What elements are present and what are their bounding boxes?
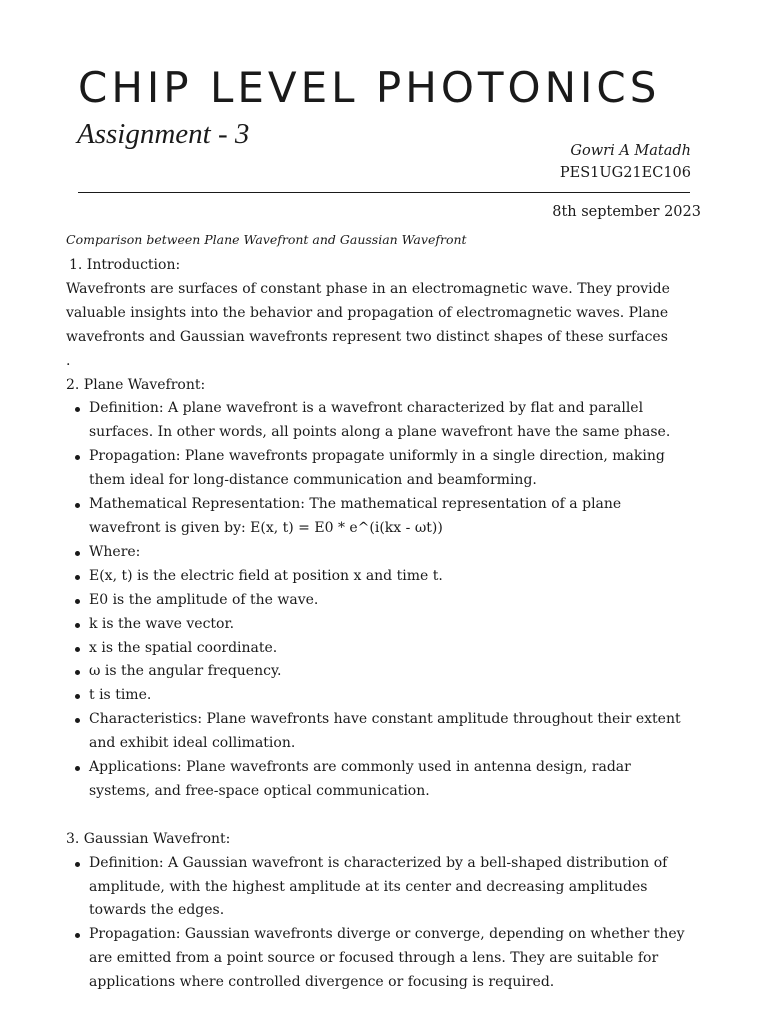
list-item	[66, 708, 686, 756]
plane-wavefront-list	[66, 397, 686, 803]
list-item-line: k is the wave vector.	[89, 615, 235, 632]
list-item	[66, 541, 686, 565]
section-heading-introduction: 1. Introduction:	[69, 257, 181, 273]
list-item-line: Propagation: Plane wavefronts propagate uniformly in a single direction, making	[89, 448, 665, 465]
paragraph-line: valuable insights into the behavior and propagation of electromagnetic waves. Plane	[66, 304, 669, 321]
list-item-line: amplitude, with the highest amplitude at its center and decreasing amplitudes	[89, 878, 648, 895]
list-item-line: towards the edges.	[89, 902, 225, 919]
list-item	[66, 852, 686, 924]
list-item-line: Definition: A Gaussian wavefront is characterized by a bell-shaped distribution of	[89, 854, 668, 871]
introduction-paragraph	[66, 278, 686, 374]
gaussian-wavefront-list	[66, 852, 686, 995]
list-item-line: Definition: A plane wavefront is a wavefront characterized by flat and parallel	[89, 400, 644, 417]
section-spacer	[66, 804, 686, 828]
list-item-line: them ideal for long-distance communication and beamforming.	[89, 472, 537, 489]
list-item-line: ω is the angular frequency.	[89, 663, 282, 680]
author-block	[560, 140, 691, 184]
section-heading-gaussian-wavefront: 3. Gaussian Wavefront:	[66, 830, 231, 847]
list-item	[66, 637, 686, 661]
author-id: PES1UG21EC106	[559, 165, 691, 181]
list-item-line: wavefront is given by: E(x, t) = E0 * e^(i(kx - ωt))	[89, 519, 443, 536]
section-heading-plane-wavefront: 2. Plane Wavefront:	[66, 376, 206, 393]
list-item	[66, 660, 686, 684]
list-item-line: applications where controlled divergence or focusing is required.	[89, 974, 555, 991]
list-item-line: are emitted from a point source or focused through a lens. They are suitable for	[89, 950, 659, 967]
list-item	[66, 397, 686, 445]
list-item	[66, 923, 686, 995]
author-name: Gowri A Matadh	[570, 143, 691, 159]
list-item-line: Characteristics: Plane wavefronts have constant amplitude throughout their extent	[89, 711, 681, 728]
document-date: 8th september 2023	[552, 204, 701, 220]
list-item-line: systems, and free-space optical communication.	[89, 782, 430, 799]
paragraph-line: .	[66, 352, 71, 369]
list-item-line: E0 is the amplitude of the wave.	[89, 591, 319, 608]
list-item	[66, 756, 686, 804]
document-body	[66, 254, 686, 995]
list-item	[66, 589, 686, 613]
list-item-line: Mathematical Representation: The mathematical representation of a plane	[89, 496, 622, 513]
header-divider	[78, 192, 690, 193]
list-item-line: x is the spatial coordinate.	[89, 639, 278, 656]
list-item	[66, 684, 686, 708]
list-item	[66, 613, 686, 637]
assignment-subtitle: Assignment - 3	[77, 118, 250, 150]
list-item-line: Applications: Plane wavefronts are commonly used in antenna design, radar	[89, 759, 631, 776]
paragraph-line: Wavefronts are surfaces of constant phase in an electromagnetic wave. They provide	[66, 280, 670, 297]
list-item-line: E(x, t) is the electric field at position x and time t.	[89, 567, 443, 584]
list-item	[66, 445, 686, 493]
list-item-line: and exhibit ideal collimation.	[89, 735, 296, 752]
list-item	[66, 493, 686, 541]
document-title: CHIP LEVEL PHOTONICS	[78, 63, 661, 112]
list-item	[66, 565, 686, 589]
comparison-title: Comparison between Plane Wavefront and Gaussian Wavefront	[66, 232, 467, 247]
list-item-line: Propagation: Gaussian wavefronts diverge or converge, depending on whether they	[89, 926, 685, 943]
paragraph-line: wavefronts and Gaussian wavefronts represent two distinct shapes of these surfaces	[66, 328, 668, 345]
list-item-line: Where:	[89, 543, 141, 560]
list-item-line: t is time.	[89, 687, 152, 704]
list-item-line: surfaces. In other words, all points along a plane wavefront have the same phase.	[89, 424, 671, 441]
